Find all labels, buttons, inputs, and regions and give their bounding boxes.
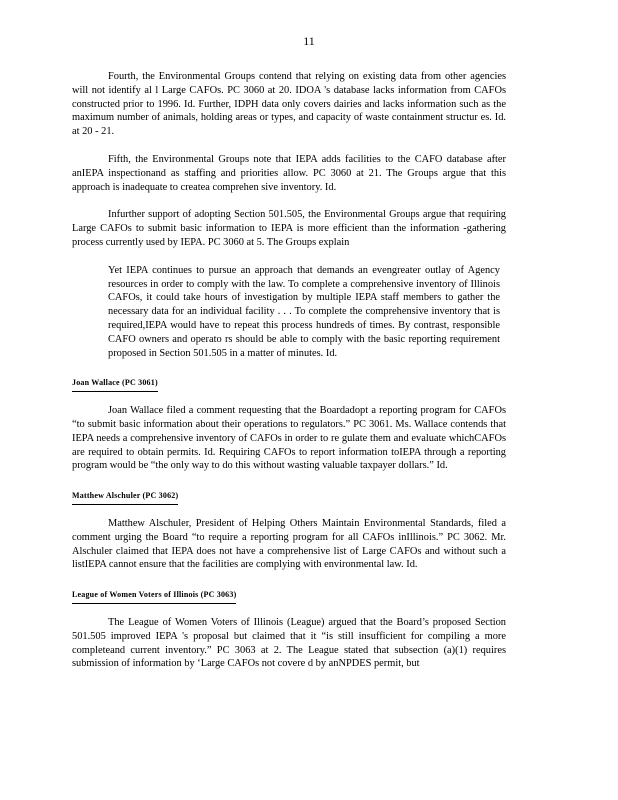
paragraph-further-support: Infurther support of adopting Section 501.505, the Environmental Groups argue that requiring Large CAFOs to submit basic information to IEPA is more efficient than the information -gathering process currently used by IEPA. PC 3060 at 5. The Groups explain (72, 209, 506, 248)
section-heading-joan-wallace: Joan Wallace (PC 3061) (72, 376, 158, 392)
page-number: 11 (303, 34, 315, 48)
document-body (72, 70, 506, 671)
paragraph-league-of-women-voters: The League of Women Voters of Illinois (League) argued that the Board’s proposed Section 501.505 improved IEPA 's proposal but claimed that it “is still insufficient for compiling a more completeand current inventory.” PC 3063 at 2. The League stated that subsection (a)(1) requires submission of information by ‘Large CAFOs not covere d by anNPDES permit, but (72, 616, 506, 670)
paragraph-joan-wallace: Joan Wallace filed a comment requesting that the Boardadopt a reporting program for CAFOs “to submit basic information about their operations to regulators.” PC 3061. Ms. Wallace contends that IEPA needs a comprehensive inventory of CAFOs in order to re gulate them and evaluate whichCAFOs are required to obtain permits. Id. Requiring CAFOs to report information toIEPA through a reporting program would be “the only way to do this without wasting valuable taxpayer dollars.” Id. (72, 405, 506, 472)
paragraph-matthew-alschuler: Matthew Alschuler, President of Helping Others Maintain Environmental Standards, filed a comment urging the Board “to require a reporting program for all CAFOs inIllinois.” PC 3062. Mr. Alschuler claimed that IEPA does not have a comprehensive list of Large CAFOs and without such a listIEPA cannot ensure that the facilities are complying with environmental law. Id. (72, 517, 506, 571)
section-heading-matthew-alschuler: Matthew Alschuler (PC 3062) (72, 489, 178, 505)
section-heading-league-of-women-voters: League of Women Voters of Illinois (PC 3063) (72, 588, 236, 604)
block-quote: Yet IEPA continues to pursue an approach that demands an evengreater outlay of Agency resources in order to comply with the law. To complete a comprehensive inventory of Illinois CAFOs, it could take hours of investigation by multiple IEPA staff members to gather the necessary data for an individual facility . . . To complete the comprehensive inventory that is required,IEPA would have to repeat this process hundreds of times. By contrast, responsible CAFO owners and operato rs should be able to comply with the basic reporting requirement proposed in Section 501.505 in a matter of minutes. Id. (108, 264, 500, 359)
paragraph-fifth: Fifth, the Environmental Groups note that IEPA adds facilities to the CAFO database after anIEPA inspectionand as staffing and priorities allow. PC 3060 at 21. The Groups argue that this approach is inadequate to createa comprehen sive inventory. Id. (72, 153, 506, 193)
paragraph-fourth: Fourth, the Environmental Groups contend that relying on existing data from other agencies will not identify al l Large CAFOs. PC 3060 at 20. IDOA 's database lacks information from CAFOs constructed prior to 1996. Id. Further, IDPH data only covers dairies and lacks information such as the maximum number of animals, holding areas or types, and capacity of waste containment structur es. Id. at 20 - 21. (72, 71, 506, 138)
